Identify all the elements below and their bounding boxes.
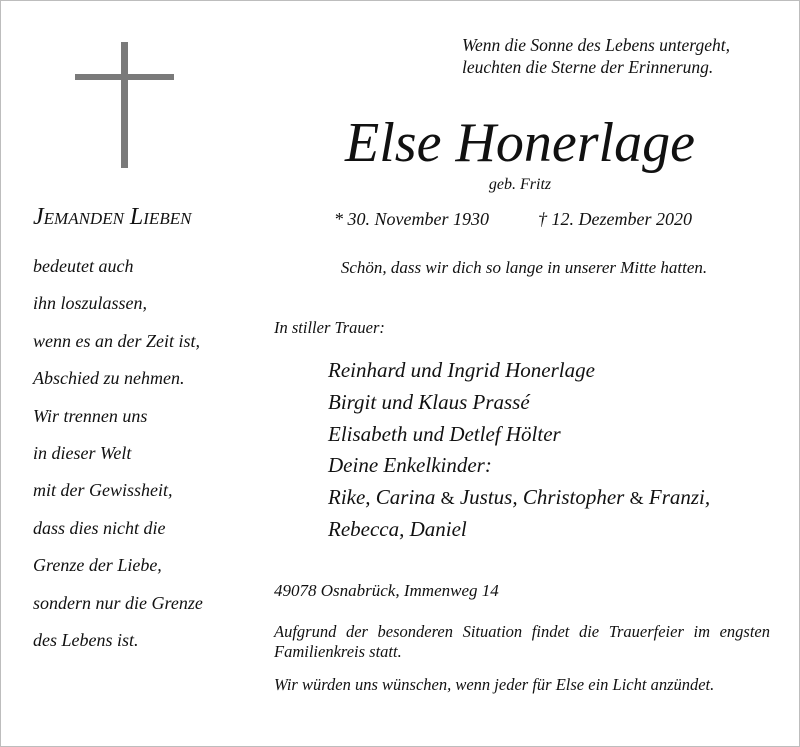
poem-line: wenn es an der Zeit ist,: [33, 330, 200, 351]
family-line-grandchildren: [328, 483, 710, 515]
maiden-name: geb. Fritz: [488, 176, 552, 193]
death-date: † 12. Dezember 2020: [538, 209, 692, 229]
opening-quote: [462, 34, 762, 78]
poem-line: Grenze der Liebe,: [33, 555, 162, 576]
poem-line: des Lebens ist.: [33, 629, 139, 650]
poem-line: bedeutet auch: [33, 256, 134, 276]
grandchildren-part-2: Justus, Christopher: [459, 485, 625, 510]
poem-line: sondern nur die Grenze: [33, 592, 203, 613]
quote-line-1: Wenn die Sonne des Lebens untergeht,: [462, 35, 730, 55]
family-line: Birgit und Klaus Prassé: [328, 389, 530, 414]
ampersand: &: [629, 488, 644, 509]
candle-request: Wir würden uns wünschen, wenn jeder für Else ein Licht anzündet.: [274, 675, 715, 694]
cross-vertical-bar: [121, 42, 128, 168]
cross-horizontal-bar: [75, 74, 174, 80]
quote-line-2: leuchten die Sterne der Erinnerung.: [462, 57, 714, 77]
poem-line: ihn loszulassen,: [33, 293, 148, 314]
poem-line: dass dies nicht die: [33, 517, 166, 538]
poem-line: mit der Gewissheit,: [33, 480, 173, 501]
family-line: Reinhard und Ingrid Honerlage: [328, 358, 595, 382]
birth-date: * 30. November 1930: [334, 209, 489, 229]
deceased-name: Else Honerlage: [345, 112, 695, 174]
grandchildren-part-3: Franzi,: [648, 485, 711, 510]
poem-line: in dieser Welt: [33, 442, 132, 463]
poem-line: Wir trennen uns: [33, 405, 148, 426]
ampersand: &: [440, 488, 455, 509]
family-line: Elisabeth und Detlef Hölter: [328, 421, 561, 446]
mourning-label: In stiller Trauer:: [274, 318, 385, 337]
poem: [33, 254, 203, 665]
family-line: Deine Enkelkinder:: [328, 453, 492, 478]
thanks-line: Schön, dass wir dich so lange in unserer Mitte hatten.: [340, 258, 708, 277]
poem-line: Abschied zu nehmen.: [33, 368, 185, 389]
address: 49078 Osnabrück, Immenweg 14: [274, 581, 499, 600]
grandchildren-part-1: Rike, Carina: [328, 485, 436, 510]
family-list: [328, 356, 710, 547]
funeral-notice: Aufgrund der besonderen Situation findet die Trauerfeier im engsten Familienkreis statt.: [274, 622, 770, 661]
family-line: Rebecca, Daniel: [328, 516, 467, 541]
poem-title: Jemanden Lieben: [33, 204, 192, 230]
